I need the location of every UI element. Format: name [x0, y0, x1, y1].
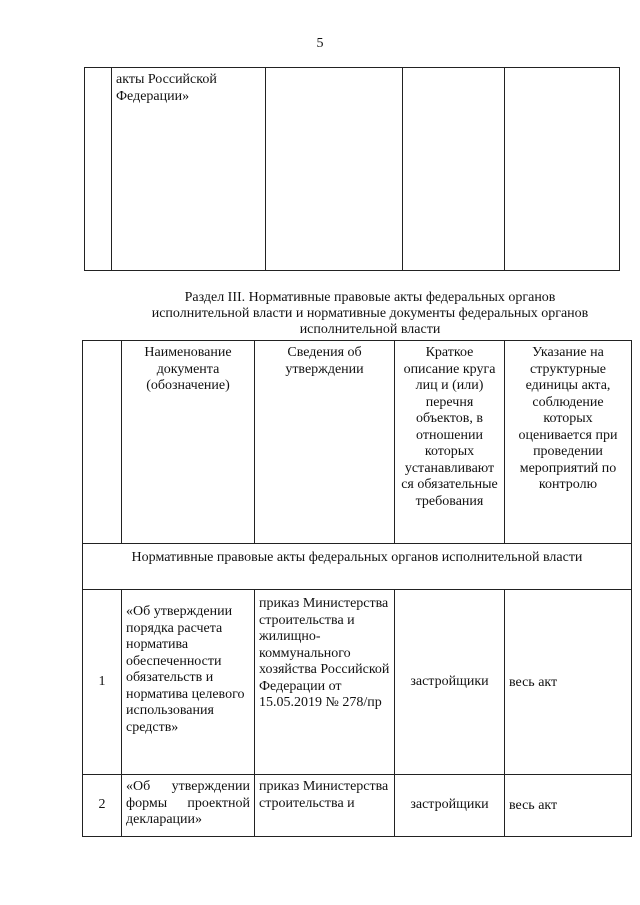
cont-persons-cell — [403, 68, 505, 271]
requirements-table — [82, 340, 632, 837]
row-units: весь акт — [505, 775, 632, 837]
header-num — [83, 341, 122, 544]
row-units: весь акт — [505, 590, 632, 775]
table-row — [83, 775, 632, 837]
cont-text: акты Российской Федерации» — [116, 72, 217, 104]
row-persons: застройщики — [395, 775, 505, 837]
table-row — [83, 590, 632, 775]
group-row — [83, 544, 632, 590]
header-row — [83, 341, 632, 544]
section-title: Раздел III. Нормативные правовые акты федеральных органов исполнительной власти и нормативные документы федеральных органов исполнительной власти — [151, 290, 589, 337]
row-num: 2 — [83, 775, 122, 837]
header-approval: Сведения об утверждении — [255, 341, 395, 544]
row-name: «Об утверждении порядка расчета норматива обеспеченности обязательств и норматива целевого использования средств» — [122, 590, 255, 775]
header-persons: Краткое описание круга лиц и (или) перечня объектов, в отношении которых устанавливают ся обязательные требования — [395, 341, 505, 544]
row-num: 1 — [83, 590, 122, 775]
cont-name-cell — [112, 68, 266, 271]
cont-num-cell — [85, 68, 112, 271]
row-persons: застройщики — [395, 590, 505, 775]
header-units: Указание на структурные единицы акта, соблюдение которых оценивается при проведении мероприятий по контролю — [505, 341, 632, 544]
group-title: Нормативные правовые акты федеральных органов исполнительной власти — [83, 544, 632, 590]
page-number: 5 — [316, 36, 324, 51]
row-approval: приказ Министерства строительства и — [255, 775, 395, 837]
cont-units-cell — [505, 68, 620, 271]
header-name: Наименование документа (обозначение) — [122, 341, 255, 544]
cont-approval-cell — [266, 68, 403, 271]
continued-table — [84, 67, 620, 271]
row-approval: приказ Министерства строительства и жилищно-коммунального хозяйства Российской Федерации от 15.05.2019 № 278/пр — [255, 590, 395, 775]
row-name: «Об утверждении формы проектной декларации» — [122, 775, 255, 837]
